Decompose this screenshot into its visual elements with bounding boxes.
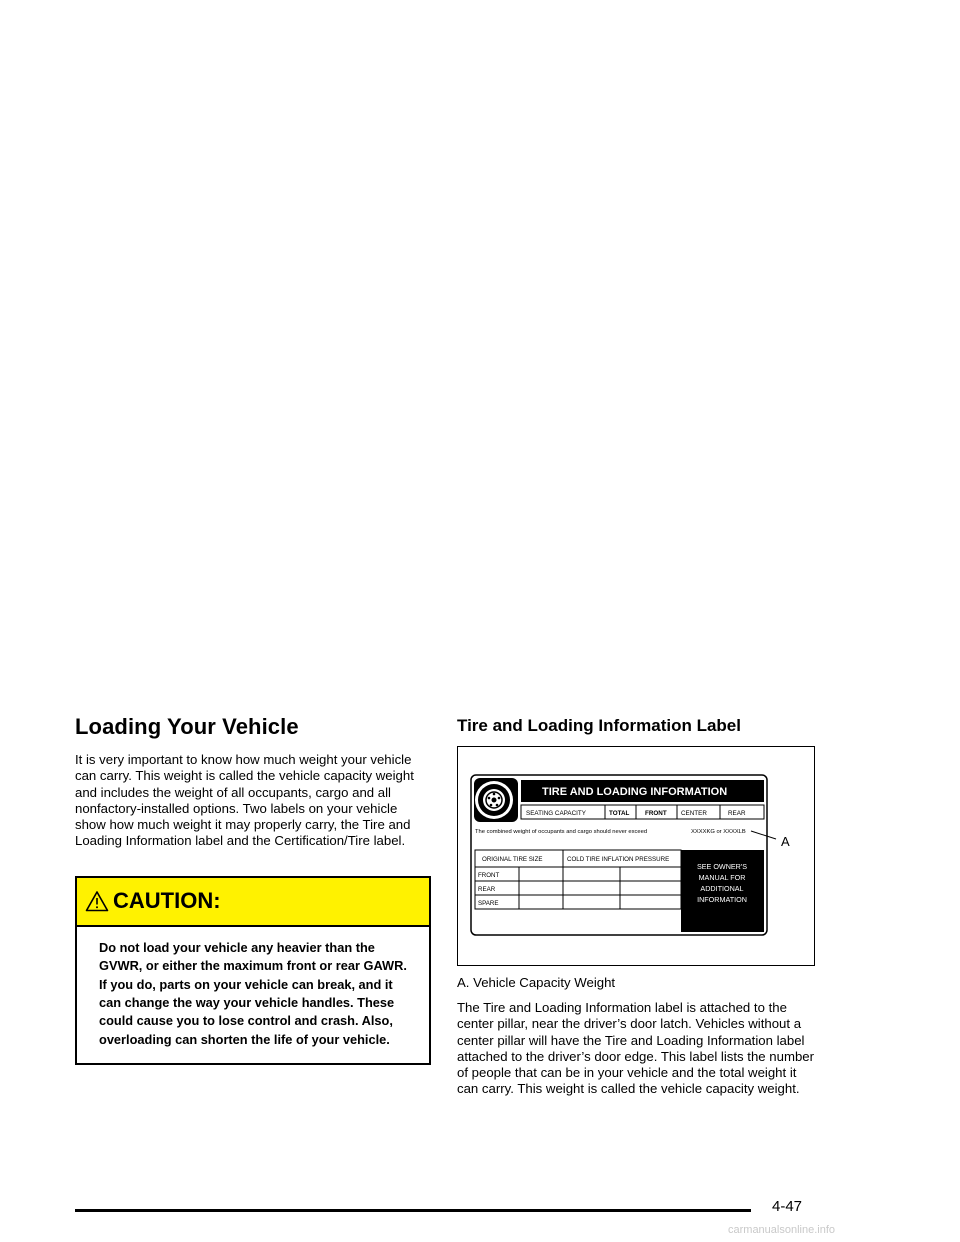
label-row-rear: REAR [478, 886, 496, 893]
caution-title: CAUTION: [113, 888, 221, 914]
tire-label-body-text: The Tire and Loading Information label is attached to the center pillar, near the driver’s door latch. Vehicles without a center pillar will have the Tire and Loading Information label attached to the driver’s door edge. This label lists the number of people that can be in your vehicle and the total weight it can carry. This weight is called the vehicle capacity weight. [457, 1000, 815, 1097]
label-see-owners-3: ADDITIONAL [700, 884, 744, 893]
caution-header [77, 878, 429, 927]
section-title-tire-label: Tire and Loading Information Label [457, 716, 741, 735]
label-cell-rear: REAR [728, 810, 746, 817]
label-see-owners-1: SEE OWNER'S [696, 862, 748, 871]
tire-icon [474, 778, 518, 822]
right-column [457, 716, 817, 1111]
left-column [75, 714, 431, 1065]
label-cell-seating: SEATING CAPACITY [526, 810, 586, 817]
label-capacity-value: XXXXKG or XXXXLB [691, 829, 746, 835]
label-header: TIRE AND LOADING INFORMATION [542, 786, 728, 798]
section-title-loading: Loading Your Vehicle [75, 714, 299, 739]
tire-label-figure [457, 746, 815, 966]
label-row-front: FRONT [478, 872, 500, 879]
watermark: carmanualsonline.info [728, 1224, 836, 1236]
callout-a: A [781, 834, 790, 849]
label-see-owners-2: MANUAL FOR [698, 873, 746, 882]
figure-caption: A. Vehicle Capacity Weight [457, 975, 616, 990]
caution-text: Do not load your vehicle any heavier than the GVWR, or either the maximum front or rear GAWR. If you do, parts on your vehicle can break, and it can change the way your vehicle handles. These could cause you to lose control and crash. Also, overloading can shorten the life of your vehicle. [99, 939, 407, 1047]
label-see-owners-4: INFORMATION [697, 895, 747, 904]
label-row-spare: SPARE [478, 900, 499, 907]
label-cell-front: FRONT [645, 810, 667, 817]
label-combined-text: The combined weight of occupants and cargo should never exceed [475, 829, 648, 835]
label-col-tire-size: ORIGINAL TIRE SIZE [482, 856, 543, 863]
caution-box [75, 876, 431, 1065]
label-col-pressure: COLD TIRE INFLATION PRESSURE [567, 856, 670, 863]
page-number: 4-47 [772, 1198, 803, 1215]
label-cell-center: CENTER [681, 810, 707, 817]
footer-rule [75, 1209, 751, 1212]
tire-label-illustration [458, 747, 814, 965]
label-cell-total: TOTAL [609, 810, 630, 817]
loading-intro-text: It is very important to know how much weight your vehicle can carry. This weight is called the vehicle capacity weight and includes the weight of all occupants, cargo and all nonfactory-installed options. Two labels on your vehicle show how much weight it may properly carry, the Tire and Loading Information label and the Certification/Tire label. [75, 752, 414, 849]
warning-icon [85, 890, 109, 912]
